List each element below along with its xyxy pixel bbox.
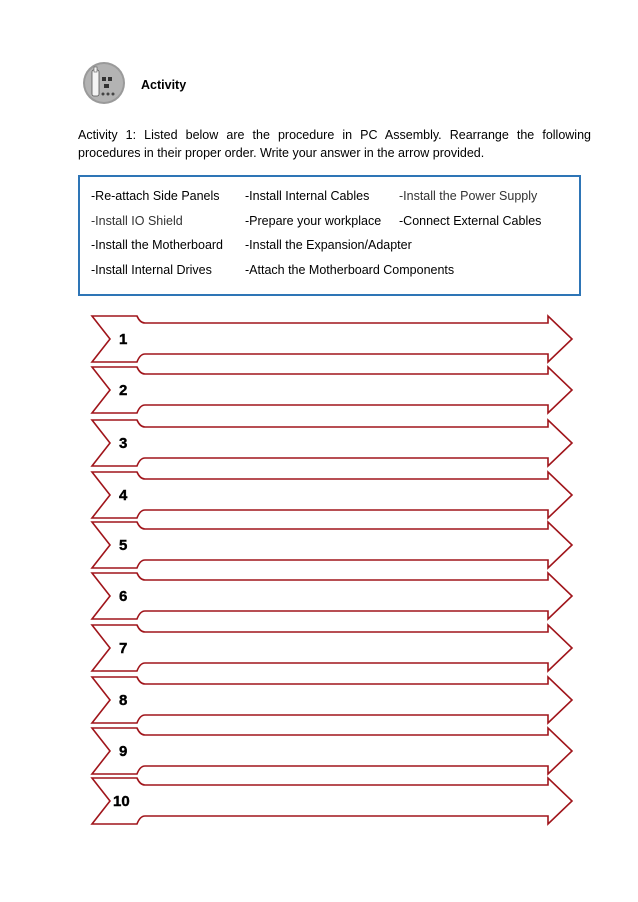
arrow-number: 1 <box>119 331 128 348</box>
activity-heading: Activity <box>141 78 187 92</box>
answer-arrow[interactable] <box>92 367 572 413</box>
procedure-item: -Install the Power Supply <box>399 189 538 203</box>
answer-arrow[interactable] <box>92 522 572 568</box>
instruction-text: Activity 1: Listed below are the procedure in PC Assembly. Rearrange the following procedures in their proper order. Write your answer in the arrow provided. <box>78 128 591 160</box>
arrow-number: 9 <box>119 743 128 760</box>
answer-arrow[interactable] <box>92 677 572 723</box>
procedure-item: -Prepare your workplace <box>245 214 382 228</box>
answer-arrow[interactable] <box>92 472 572 518</box>
procedure-item: -Install the Motherboard <box>91 238 224 252</box>
arrow-number: 4 <box>119 487 128 504</box>
procedure-item: -Connect External Cables <box>399 214 542 228</box>
procedure-item: -Install the Expansion/Adapter <box>245 238 412 252</box>
procedure-item: -Install Internal Drives <box>91 263 212 277</box>
arrow-number: 10 <box>113 793 130 810</box>
procedure-item: -Install Internal Cables <box>245 189 370 203</box>
answer-arrow[interactable] <box>92 625 572 671</box>
answer-arrow[interactable] <box>92 573 572 619</box>
answer-arrow[interactable] <box>92 728 572 774</box>
answer-arrow[interactable] <box>92 316 572 362</box>
procedure-item: -Attach the Motherboard Components <box>245 263 455 277</box>
arrow-number: 5 <box>119 537 128 554</box>
arrow-number: 3 <box>119 435 128 452</box>
arrow-number: 2 <box>119 382 128 399</box>
procedure-item: -Re-attach Side Panels <box>91 189 220 203</box>
answer-arrow[interactable] <box>92 778 572 824</box>
arrow-number: 7 <box>119 640 128 657</box>
arrow-number: 8 <box>119 692 128 709</box>
answer-arrow[interactable] <box>92 420 572 466</box>
procedure-item: -Install IO Shield <box>91 214 183 228</box>
arrow-number: 6 <box>119 588 128 605</box>
